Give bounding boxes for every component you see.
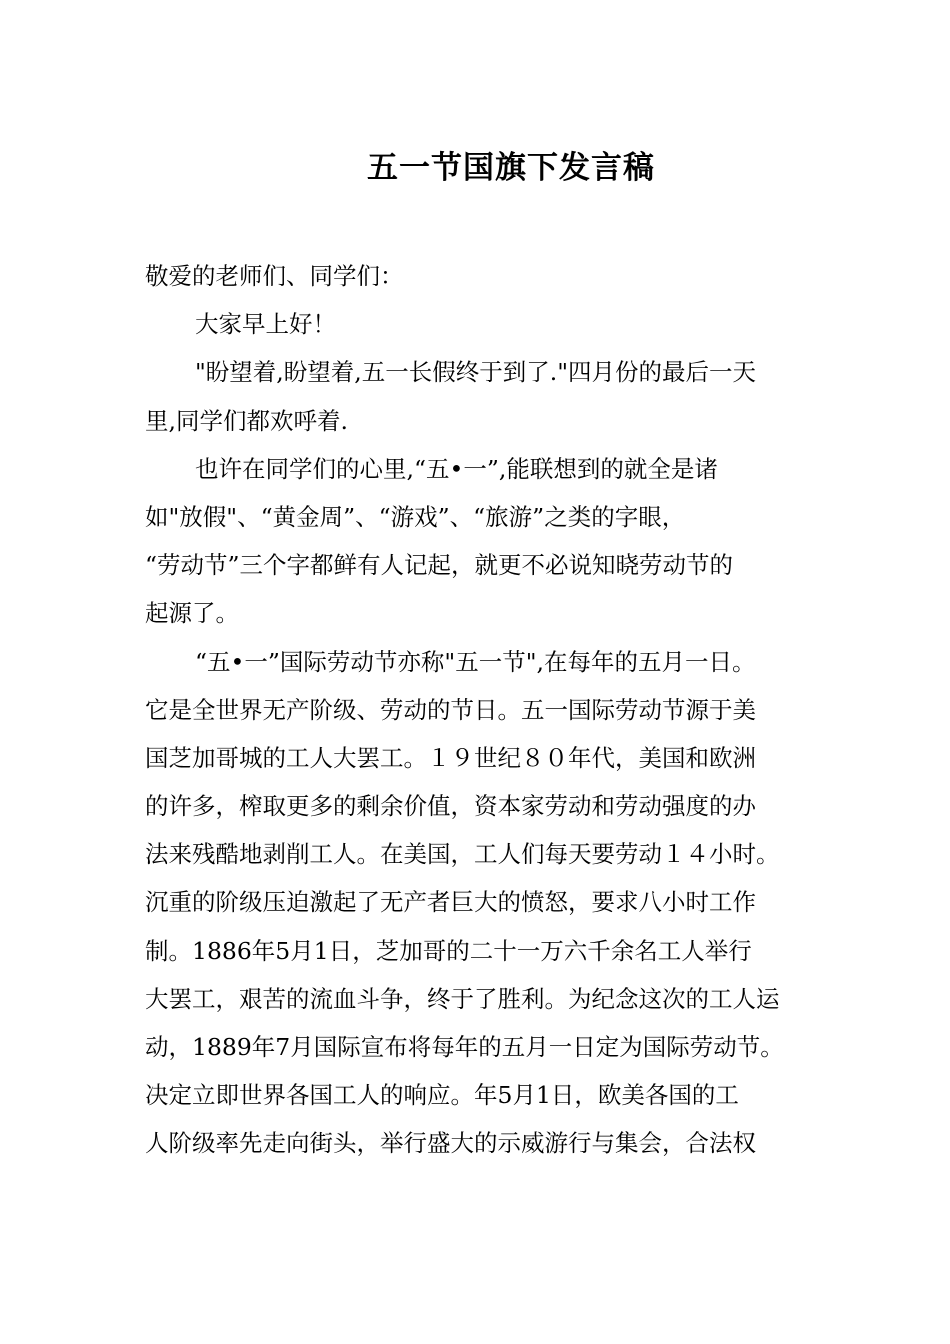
greeting-line: 大家早上好！ xyxy=(195,310,336,339)
document-title: 五一节国旗下发言稿 xyxy=(367,150,655,186)
salutation-line: 敬爱的老师们、同学们： xyxy=(145,262,404,290)
paragraph-3-line-1: “五•一”国际劳动节亦称"五一节",在每年的五月一日。 xyxy=(195,647,756,676)
paragraph-2-line-2: 如"放假"、“黄金周”、“游戏”、“旅游”之类的字眼， xyxy=(145,502,686,531)
paragraph-2-line-3: “劳动节”三个字都鲜有人记起，就更不必说知晓劳动节的 xyxy=(145,551,734,580)
paragraph-3-line-7: 制。1886年5月1日，芝加哥的二十一万六千余名工人举行 xyxy=(145,936,752,965)
paragraph-1-line-1: "盼望着,盼望着,五一长假终于到了."四月份的最后一天 xyxy=(195,358,757,387)
paragraph-3-line-2: 它是全世界无产阶级、劳动的节日。五一国际劳动节源于美 xyxy=(145,695,756,724)
paragraph-3-line-11: 人阶级率先走向街头，举行盛大的示威游行与集会，合法权 xyxy=(145,1129,756,1158)
paragraph-2-line-4: 起源了。 xyxy=(145,599,239,628)
paragraph-3-line-10: 决定立即世界各国工人的响应。年5月1日，欧美各国的工 xyxy=(145,1081,739,1110)
paragraph-2-line-1: 也许在同学们的心里,“五•一”,能联想到的就全是诸 xyxy=(195,454,718,483)
paragraph-3-line-6: 沉重的阶级压迫激起了无产者巨大的愤怒，要求八小时工作 xyxy=(145,888,756,917)
paragraph-3-line-4: 的许多，榨取更多的剩余价值，资本家劳动和劳动强度的办 xyxy=(145,792,756,821)
paragraph-3-line-9: 动，1889年7月国际宣布将每年的五月一日定为国际劳动节。 xyxy=(145,1033,784,1061)
paragraph-3-line-8: 大罢工，艰苦的流血斗争，终于了胜利。为纪念这次的工人运 xyxy=(145,984,780,1013)
paragraph-3-line-5: 法来残酷地剥削工人。在美国，工人们每天要劳动１４小时。 xyxy=(145,840,780,869)
paragraph-3-line-3: 国芝加哥城的工人大罢工。１９世纪８０年代，美国和欧洲 xyxy=(145,743,756,772)
document-body xyxy=(145,252,815,1168)
paragraph-1-line-2: 里,同学们都欢呼着. xyxy=(145,406,348,435)
